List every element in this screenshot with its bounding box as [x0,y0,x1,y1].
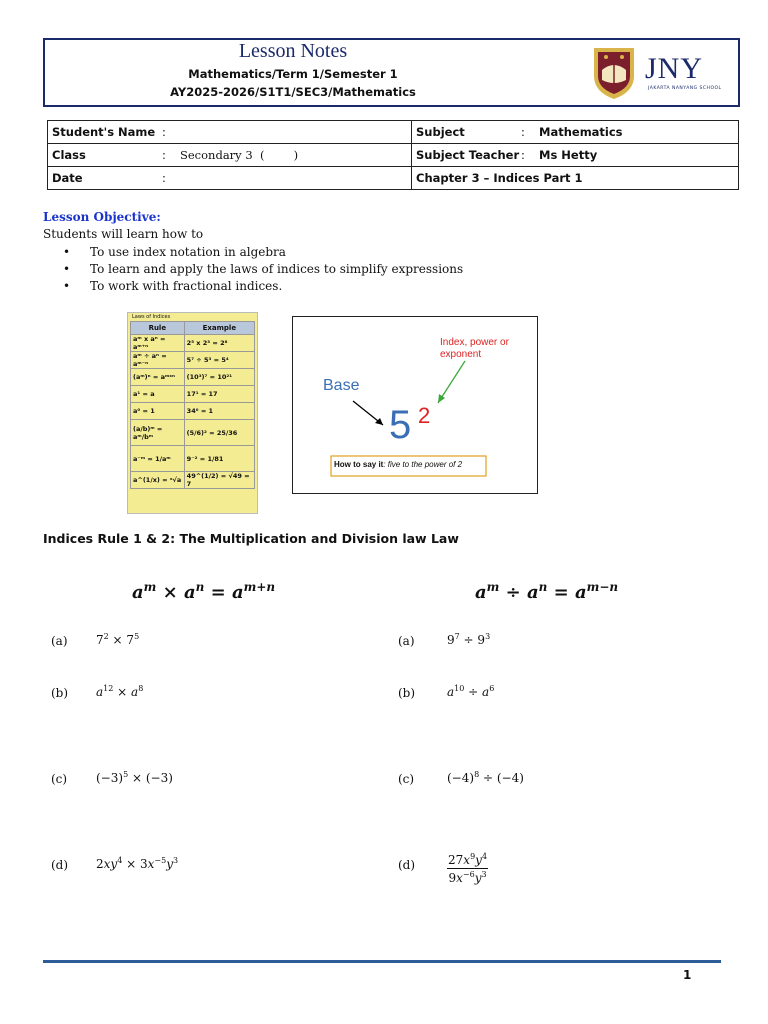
question-label: (c) [51,772,68,786]
question-expression: $9^7 \div 9^3$ [447,632,491,647]
list-item: • To work with fractional indices. [63,278,463,295]
division-law-formula: $a^m \div a^n = a^{m-n}$ [475,580,619,603]
teacher-value: Ms Hetty [539,148,598,162]
subtitle-year: AY2025-2026/S1T1/SEC3/Mathematics [170,85,416,99]
school-crest-icon [592,46,636,100]
student-name-cell[interactable]: Student's Name : [48,121,412,144]
fraction: $\frac{27x^9y^4}{9x^{-6}y^3}$ [448,852,488,885]
student-info-table [47,120,739,190]
power-number: 2 [418,403,431,428]
multiplication-law-formula: $a^m \times a^n = a^{m+n}$ [132,580,276,603]
laws-table [130,321,255,489]
table-row: aᵐ x aⁿ = aᵐ⁺ⁿ 2⁵ x 2³ = 2⁸ [131,335,255,352]
chapter-cell [412,167,739,190]
base-label: Base [323,377,360,394]
class-value: Secondary 3 ( ) [180,148,299,162]
objective-intro: Students will learn how to [43,227,204,241]
subject-label: Subject [416,125,465,139]
question-label: (a) [51,634,68,648]
index-label-line1: Index, power or [440,337,509,348]
table-row: a^(1/x) = ˣ√a 49^(1/2) = √49 = 7 [131,472,255,489]
question-expression: $2xy^4 \times 3x^{-5}y^3$ [96,856,179,871]
index-label-line2: exponent [440,349,482,360]
list-item: • To learn and apply the laws of indices to simplify expressions [63,261,463,278]
logo-text: JNY [645,52,704,85]
date-cell[interactable]: Date : [48,167,412,190]
question-expression: $(-4)^8 \div (-4)$ [447,770,524,785]
question-expression [447,852,488,885]
list-item: • To use index notation in algebra [63,244,463,261]
laws-head-rule: Rule [131,322,185,335]
student-name-label: Student's Name [52,125,156,139]
subtitle-term: Mathematics/Term 1/Semester 1 [188,67,398,81]
subject-value: Mathematics [539,125,623,139]
table-row: (aᵐ)ⁿ = aᵐˣⁿ (10³)⁷ = 10²¹ [131,369,255,386]
table-row: a⁻ᵐ = 1/aᵐ 9⁻² = 1/81 [131,446,255,472]
question-label: (d) [398,858,416,872]
objective-list [63,244,463,295]
section-heading: Indices Rule 1 & 2: The Multiplication and Division law Law [43,531,459,546]
question-expression: $a^{12} \times a^8$ [96,684,144,699]
say-it-text: How to say it: five to the power of 2 [334,460,463,469]
base-exponent-figure [292,316,538,494]
laws-head-example: Example [184,322,254,335]
subject-cell: Subject : Mathematics [412,121,739,144]
class-cell[interactable]: Class : Secondary 3 ( ) [48,144,412,167]
page-title: Lesson Notes [238,40,348,62]
teacher-cell: Subject Teacher : Ms Hetty [412,144,739,167]
laws-of-indices-image [127,312,258,514]
page-number: 1 [683,968,692,982]
logo-subtext: JAKARTA NANYANG SCHOOL [648,86,722,91]
question-label: (c) [398,772,415,786]
footer-line [43,960,721,963]
question-label: (a) [398,634,415,648]
question-expression: $(-3)^5 \times (-3)$ [96,770,173,785]
teacher-label: Subject Teacher [416,148,520,162]
table-row: a⁰ = 1 34⁰ = 1 [131,403,255,420]
base-number: 5 [389,403,412,447]
class-label: Class [52,148,86,162]
table-row: a¹ = a 17¹ = 17 [131,386,255,403]
table-row: aᵐ ÷ aⁿ = aᵐ⁻ⁿ 5⁷ ÷ 5³ = 5⁴ [131,352,255,369]
question-expression: $a^{10} \div a^6$ [447,684,495,699]
objective-heading: Lesson Objective: [43,210,161,224]
question-label: (d) [51,858,69,872]
question-expression: $7^2 \times 7^5$ [96,632,140,647]
chapter-value: Chapter 3 – Indices Part 1 [416,171,583,185]
question-label: (b) [51,686,69,700]
date-label: Date [52,171,83,185]
laws-caption: Laws of Indices [132,314,171,320]
index-arrowhead [438,394,445,403]
table-row: (a/b)ᵐ = aᵐ/bᵐ (5/6)² = 25/36 [131,420,255,446]
question-label: (b) [398,686,416,700]
